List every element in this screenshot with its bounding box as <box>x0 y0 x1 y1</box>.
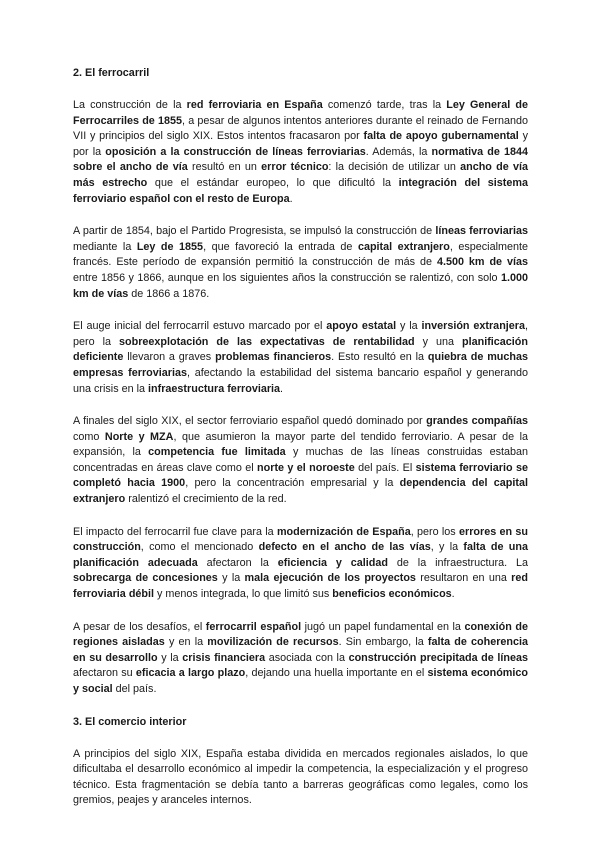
bold-text: error técnico <box>261 161 329 174</box>
bold-text: grandes compañías <box>426 415 528 428</box>
bold-text: norte y el noroeste <box>257 461 355 474</box>
text-run: afectaron su <box>73 667 136 680</box>
text-run: El auge inicial del ferrocarril estuvo marcado por el <box>73 320 327 333</box>
text-run: asociada con la <box>265 651 349 664</box>
bold-text: movilización de recursos <box>207 636 339 649</box>
bold-text: apoyo estatal <box>326 320 397 333</box>
bold-text: beneficios económicos <box>332 588 452 601</box>
paragraph <box>73 319 528 397</box>
text-run: , especialmente francés. Este período de expansión permitió la construcción de más de <box>73 240 528 269</box>
text-run: , afectando la estabilidad del sistema bancario español y generando una crisis en la <box>73 366 528 395</box>
text-run: , pero los <box>410 525 459 538</box>
bold-text: quiebra de muchas empresas ferroviarias <box>73 351 528 379</box>
text-run: , y la <box>430 541 464 554</box>
text-run: que el estándar europeo, lo que dificultó la <box>147 176 399 189</box>
bold-text: falta de una planificación adecuada <box>73 541 528 569</box>
text-run: y por la <box>73 130 528 158</box>
bold-text: red ferroviaria débil <box>73 572 528 601</box>
text-run: A finales del siglo XIX, el sector ferroviario español quedó dominado por <box>73 415 427 428</box>
text-run: resultó en un <box>187 161 262 174</box>
paragraph <box>73 525 528 603</box>
text-run: A principios del siglo XIX, España estaba dividida en mercados regionales aislados, lo que dificultaba el desarrollo económico al impedir la competencia, la especialización y el progreso técnico. Esta fragmentación se debía tanto a barreras geográficas como legales, como los gremios, peajes y aranceles internos. <box>73 747 528 807</box>
bold-text: inversión extranjera <box>421 320 525 333</box>
text-run: y la <box>396 320 422 333</box>
text-run: , que favoreció la entrada de <box>203 240 358 253</box>
bold-text: competencia fue limitada <box>148 446 286 459</box>
bold-text: falta de coherencia en su desarrollo <box>73 636 529 664</box>
text-run: El impacto del ferrocarril fue clave para la <box>73 525 277 538</box>
text-run: , pero la concentración empresarial y la <box>185 477 400 490</box>
bold-text: Ley General de Ferrocarriles de 1855 <box>73 99 528 127</box>
bold-text: integración del sistema ferroviario español con el resto de Europa <box>73 176 528 205</box>
bold-text: falta de apoyo gubernamental <box>363 130 519 143</box>
bold-text: eficacia a largo plazo <box>135 667 246 680</box>
text-run: del país. El <box>354 461 416 474</box>
text-run: La construcción de la <box>73 99 187 111</box>
section-heading-ferrocarril: 2. El ferrocarril <box>73 67 150 79</box>
text-run: : la decisión de utilizar un <box>328 161 461 174</box>
bold-text: oposición a la construcción de líneas ferroviarias <box>105 145 366 158</box>
text-run: y una <box>414 335 462 348</box>
text-run: . <box>451 588 455 601</box>
bold-text: mala ejecución de los proyectos <box>244 572 416 585</box>
text-run: A partir de 1854, bajo el Partido Progresista, se impulsó la construcción de <box>73 225 436 238</box>
text-run: y en la <box>164 636 208 649</box>
paragraph <box>73 224 528 302</box>
bold-text: eficiencia y calidad <box>277 556 388 569</box>
bold-text: normativa de 1844 sobre el ancho de vía <box>73 145 528 174</box>
text-run: , dejando una huella importante en el <box>245 667 428 680</box>
bold-text: dependencia del capital extranjero <box>73 477 528 506</box>
bold-text: líneas ferroviarias <box>435 225 528 238</box>
text-run: y menos integrada, lo que limitó sus <box>154 588 333 601</box>
text-run: llevaron a graves <box>123 351 216 364</box>
text-run: de la infraestructura. La <box>388 556 528 569</box>
paragraph <box>73 620 528 698</box>
text-run: resultaron en una <box>415 572 512 585</box>
text-run: ralentizó el crecimiento de la red. <box>125 493 287 506</box>
bold-text: red ferroviaria en España <box>186 99 323 111</box>
text-run: comenzó tarde, tras la <box>322 99 447 111</box>
text-run: A pesar de los desafíos, el <box>73 620 206 633</box>
bold-text: planificación deficiente <box>73 335 528 364</box>
text-run: de 1866 a 1876. <box>128 287 210 300</box>
bold-text: modernización de España <box>276 525 411 538</box>
bold-text: conexión de regiones aisladas <box>73 620 528 649</box>
bold-text: ferrocarril español <box>205 620 302 633</box>
bold-text: sobreexplotación de las expectativas de rentabilidad <box>119 335 415 348</box>
text-run: . Además, la <box>365 145 432 158</box>
text-run: . Sin embargo, la <box>338 636 428 649</box>
section-heading-comercio-interior: 3. El comercio interior <box>73 715 187 728</box>
text-run: y muchas de las líneas construidas estaban concentradas en áreas clave como el <box>73 446 528 474</box>
text-run: afectaron la <box>197 556 278 569</box>
paragraph <box>73 98 528 207</box>
text-run: y la <box>157 651 183 664</box>
text-run: mediante la <box>73 240 137 253</box>
bold-text: sistema económico y social <box>73 667 528 695</box>
bold-text: errores en su construcción <box>73 525 528 554</box>
text-run: . Esto resultó en la <box>331 351 428 364</box>
paragraph <box>73 414 528 508</box>
bold-text: Norte y MZA <box>104 430 174 443</box>
text-run: , como el mencionado <box>140 541 259 554</box>
bold-text: sistema ferroviario se completó hacia 1900 <box>73 461 528 490</box>
text-run: . <box>289 192 293 205</box>
bold-text: 1.000 km de vías <box>73 271 528 300</box>
bold-text: problemas financieros <box>215 351 332 364</box>
text-run: del país. <box>112 683 157 695</box>
bold-text: 4.500 km de vías <box>436 256 528 269</box>
text-run: , a pesar de algunos intentos anteriores durante el reinado de Fernando VII y principios del siglo XIX. Estos intentos fracasaron por <box>73 114 528 143</box>
bold-text: defecto en el ancho de las vías <box>258 541 431 554</box>
bold-text: capital extranjero <box>357 240 450 253</box>
bold-text: construcción precipitada de líneas <box>348 651 529 664</box>
text-run: como <box>73 430 105 443</box>
bold-text: infraestructura ferroviaria <box>148 382 281 395</box>
text-run: , que asumieron la mayor parte del tendido ferroviario. A pesar de la expansión, la <box>73 430 528 459</box>
bold-text: sobrecarga de concesiones <box>73 572 218 585</box>
text-run: , pero la <box>73 320 528 348</box>
text-run: entre 1856 y 1866, aunque en los siguientes años la construcción se ralentizó, con solo <box>73 271 501 284</box>
text-run: jugó un papel fundamental en la <box>301 620 465 633</box>
bold-text: Ley de 1855 <box>136 240 204 253</box>
text-run: y la <box>217 572 245 585</box>
bold-text: crisis financiera <box>182 651 266 664</box>
bold-text: ancho de vía más estrecho <box>73 161 528 189</box>
paragraph <box>73 747 528 809</box>
text-run: . <box>280 382 284 395</box>
